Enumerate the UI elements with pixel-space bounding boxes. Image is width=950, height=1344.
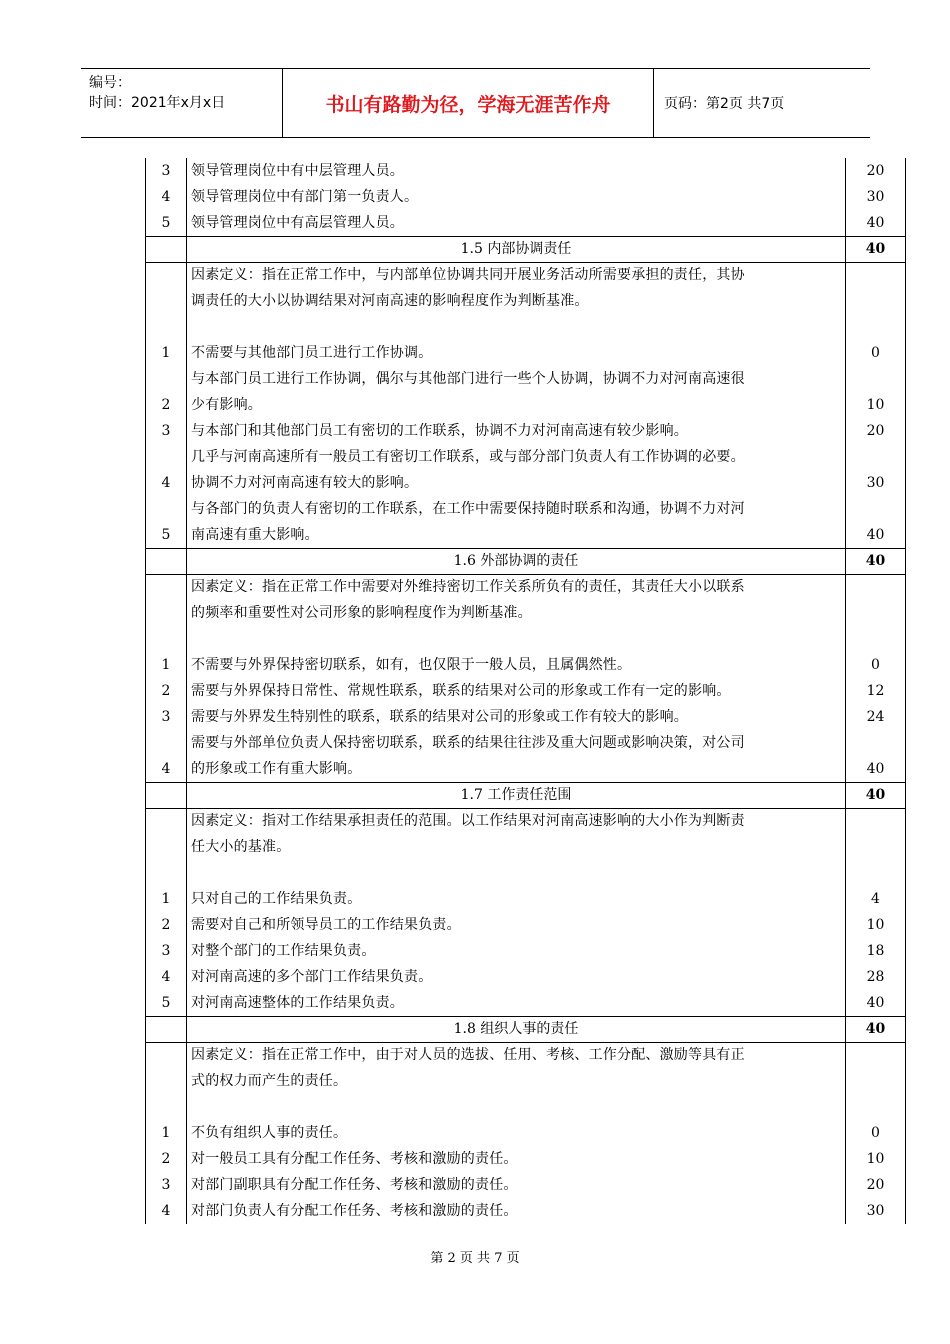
level-score: 10	[866, 397, 885, 413]
column-border	[905, 574, 906, 782]
section-body	[145, 574, 906, 782]
level-number: 5	[161, 215, 171, 231]
level-description: 对河南高速的多个部门工作结果负责。	[191, 969, 433, 985]
column-border	[905, 1016, 906, 1042]
column-border	[145, 1016, 146, 1042]
level-number: 4	[161, 475, 171, 491]
page-number-label: 页码：第2页 共7页	[664, 96, 785, 112]
column-border	[186, 1042, 187, 1224]
level-description: 领导管理岗位中有高层管理人员。	[191, 215, 404, 231]
level-description: 与本部门和其他部门员工有密切的工作联系，协调不力对河南高速有较少影响。	[191, 423, 688, 439]
level-score: 28	[866, 969, 885, 985]
level-description: 不负有组织人事的责任。	[191, 1125, 348, 1141]
level-description: 只对自己的工作结果负责。	[191, 891, 362, 907]
level-description: 协调不力对河南高速有较大的影响。	[191, 475, 419, 491]
column-border	[186, 158, 187, 236]
level-score: 10	[866, 1151, 885, 1167]
column-border	[186, 262, 187, 548]
factor-definition: 式的权力而产生的责任。	[191, 1073, 348, 1089]
section-title: 1.5 内部协调责任	[460, 241, 572, 257]
section-title-row	[145, 236, 906, 262]
level-description: 几乎与河南高速所有一般员工有密切工作联系，或与部分部门负责人有工作协调的必要。	[191, 449, 745, 465]
level-description: 对部门副职具有分配工作任务、考核和激励的责任。	[191, 1177, 518, 1193]
level-score: 0	[871, 345, 880, 361]
level-description: 对整个部门的工作结果负责。	[191, 943, 376, 959]
level-number: 4	[161, 761, 171, 777]
section-max-score: 40	[865, 241, 886, 257]
column-border	[145, 236, 146, 262]
section-body	[145, 808, 906, 1016]
level-score: 18	[866, 943, 885, 959]
document-date-label: 时间：2021年x月x日	[89, 95, 226, 111]
section-title: 1.7 工作责任范围	[460, 787, 572, 803]
level-number: 4	[161, 969, 171, 985]
level-number: 2	[161, 1151, 171, 1167]
header-meta	[81, 69, 283, 137]
factor-definition: 因素定义：指在正常工作中，与内部单位协调共同开展业务活动所需要承担的责任，其协	[191, 267, 745, 283]
column-border	[145, 548, 146, 574]
level-description: 需要与外部单位负责人保持密切联系，联系的结果往往涉及重大问题或影响决策，对公司	[191, 735, 745, 751]
level-number: 2	[161, 397, 171, 413]
level-score: 12	[866, 683, 885, 699]
column-border	[186, 574, 187, 782]
level-description: 对部门负责人有分配工作任务、考核和激励的责任。	[191, 1203, 518, 1219]
level-score: 4	[871, 891, 880, 907]
level-description: 不需要与外界保持密切联系，如有，也仅限于一般人员，且属偶然性。	[191, 657, 632, 673]
level-score: 40	[866, 995, 885, 1011]
level-number: 3	[161, 423, 171, 439]
factor-definition: 因素定义：指在正常工作中需要对外维持密切工作关系所负有的责任，其责任大小以联系	[191, 579, 745, 595]
level-description: 需要与外界发生特别性的联系，联系的结果对公司的形象或工作有较大的影响。	[191, 709, 688, 725]
column-border	[905, 548, 906, 574]
column-border	[905, 262, 906, 548]
level-description: 对河南高速整体的工作结果负责。	[191, 995, 404, 1011]
document-number-label: 编号：	[89, 75, 131, 91]
level-score: 40	[866, 761, 885, 777]
section-max-score: 40	[865, 787, 886, 803]
level-score: 30	[866, 189, 885, 205]
level-description: 需要与外界保持日常性、常规性联系，联系的结果对公司的形象或工作有一定的影响。	[191, 683, 731, 699]
level-score: 0	[871, 1125, 880, 1141]
page-footer: 第 2 页 共 7 页	[430, 1251, 520, 1266]
level-number: 4	[161, 189, 171, 205]
level-score: 30	[866, 475, 885, 491]
factor-definition: 的频率和重要性对公司形象的影响程度作为判断基准。	[191, 605, 532, 621]
section-max-score: 40	[865, 553, 886, 569]
level-description: 少有影响。	[191, 397, 262, 413]
column-border	[145, 782, 146, 808]
level-score: 30	[866, 1203, 885, 1219]
level-description: 不需要与其他部门员工进行工作协调。	[191, 345, 433, 361]
column-border	[905, 1042, 906, 1224]
section-title: 1.8 组织人事的责任	[453, 1021, 579, 1037]
level-number: 1	[161, 345, 171, 361]
section-title-row	[145, 1016, 906, 1042]
level-description: 与本部门员工进行工作协调，偶尔与其他部门进行一些个人协调，协调不力对河南高速很	[191, 371, 745, 387]
section-body	[145, 1042, 906, 1224]
level-description: 领导管理岗位中有部门第一负责人。	[191, 189, 419, 205]
level-description: 领导管理岗位中有中层管理人员。	[191, 163, 404, 179]
section-title-row	[145, 782, 906, 808]
level-score: 20	[866, 1177, 885, 1193]
page-header	[81, 68, 870, 138]
level-number: 1	[161, 1125, 171, 1141]
factor-definition: 因素定义：指对工作结果承担责任的范围。以工作结果对河南高速影响的大小作为判断责	[191, 813, 745, 829]
level-description: 对一般员工具有分配工作任务、考核和激励的责任。	[191, 1151, 518, 1167]
factor-definition: 任大小的基准。	[191, 839, 291, 855]
column-border	[905, 158, 906, 236]
level-number: 3	[161, 1177, 171, 1193]
level-score: 10	[866, 917, 885, 933]
column-border	[905, 782, 906, 808]
level-number: 1	[161, 891, 171, 907]
section-title: 1.6 外部协调的责任	[453, 553, 579, 569]
level-score: 0	[871, 657, 880, 673]
level-description: 南高速有重大影响。	[191, 527, 319, 543]
header-motto: 书山有路勤为径，学海无涯苦作舟	[283, 69, 654, 137]
section-title-row	[145, 548, 906, 574]
section-max-score: 40	[865, 1021, 886, 1037]
column-border	[905, 236, 906, 262]
level-score: 24	[866, 709, 885, 725]
level-score: 20	[866, 423, 885, 439]
column-border	[186, 808, 187, 1016]
level-score: 40	[866, 215, 885, 231]
column-border	[905, 808, 906, 1016]
level-number: 1	[161, 657, 171, 673]
level-number: 2	[161, 683, 171, 699]
section-body	[145, 262, 906, 548]
level-description: 需要对自己和所领导员工的工作结果负责。	[191, 917, 461, 933]
level-number: 5	[161, 995, 171, 1011]
level-number: 5	[161, 527, 171, 543]
level-number: 3	[161, 943, 171, 959]
level-description: 与各部门的负责人有密切的工作联系，在工作中需要保持随时联系和沟通，协调不力对河	[191, 501, 745, 517]
factor-definition: 因素定义：指在正常工作中，由于对人员的选拔、任用、考核、工作分配、激励等具有正	[191, 1047, 745, 1063]
level-score: 20	[866, 163, 885, 179]
level-number: 4	[161, 1203, 171, 1219]
level-score: 40	[866, 527, 885, 543]
level-number: 3	[161, 163, 171, 179]
factor-definition: 调责任的大小以协调结果对河南高速的影响程度作为判断基准。	[191, 293, 589, 309]
table-block	[145, 158, 906, 236]
level-number: 2	[161, 917, 171, 933]
header-page-info	[654, 69, 870, 137]
level-number: 3	[161, 709, 171, 725]
level-description: 的形象或工作有重大影响。	[191, 761, 362, 777]
